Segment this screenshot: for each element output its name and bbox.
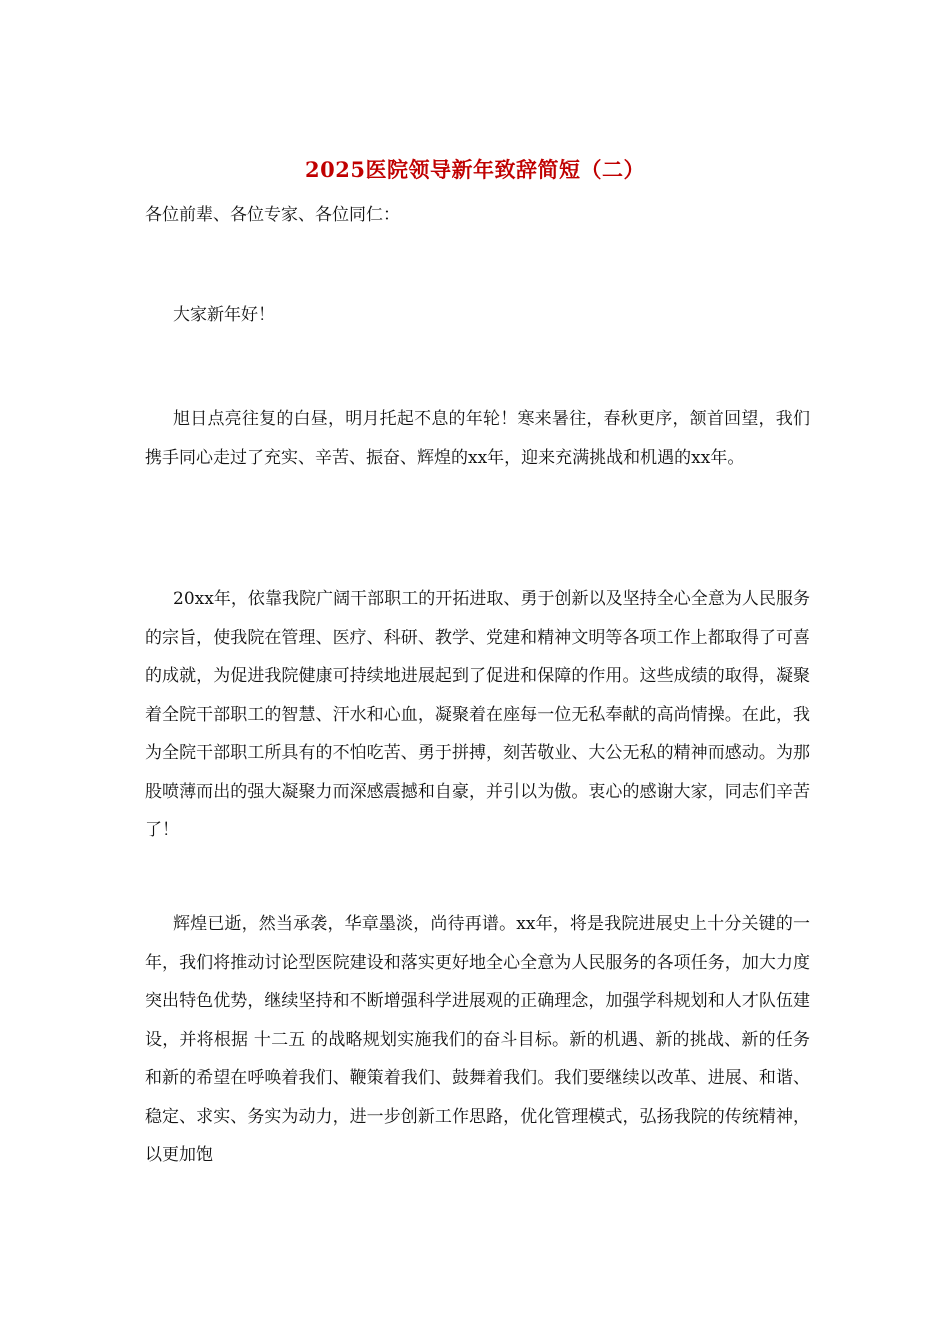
paragraph-achievements: 20xx年，依靠我院广阔干部职工的开拓进取、勇于创新以及坚持全心全意为人民服务的宗旨，使我院在管理、医疗、科研、教学、党建和精神文明等各项工作上都取得了可喜的成就，为促进我院健康可持续地进展起到了促进和保障的作用。这些成绩的取得，凝聚着全院干部职工的智慧、汗水和心血，凝聚着在座每一位无私奉献的高尚情操。在此，我为全院干部职工所具有的不怕吃苦、勇于拼搏，刻苦敬业、大公无私的精神而感动。为那股喷薄而出的强大凝聚力而深感震撼和自豪，并引以为傲。衷心的感谢大家，同志们辛苦了！ bbox=[145, 589, 810, 840]
salutation: 各位前辈、各位专家、各位同仁： bbox=[145, 205, 400, 225]
paragraph-future-plans: 辉煌已逝，然当承袭，华章墨淡，尚待再谱。xx年，将是我院进展史上十分关键的一年，我们将推动讨论型医院建设和落实更好地全心全意为人民服务的各项任务，加大力度突出特色优势，继续坚持和不断增强科学进展观的正确理念，加强学科规划和人才队伍建设，并将根据 十二五 的战略规划实施我们的奋斗目标。新的机遇、新的挑战、新的任务和新的希望在呼唤着我们、鞭策着我们、鼓舞着我们。我们要继续以改革、进展、和谐、稳定、求实、务实为动力，进一步创新工作思路，优化管理模式，弘扬我院的传统精神，以更加饱 bbox=[145, 914, 810, 1165]
paragraph-new-year: 旭日点亮往复的白昼，明月托起不息的年轮！寒来暑往，春秋更序，颔首回望，我们携手同心走过了充实、辛苦、振奋、辉煌的xx年，迎来充满挑战和机遇的xx年。 bbox=[145, 409, 810, 468]
document-title: 2025医院领导新年致辞简短（二） bbox=[305, 157, 645, 182]
paragraph-greeting: 大家新年好！ bbox=[173, 305, 275, 325]
